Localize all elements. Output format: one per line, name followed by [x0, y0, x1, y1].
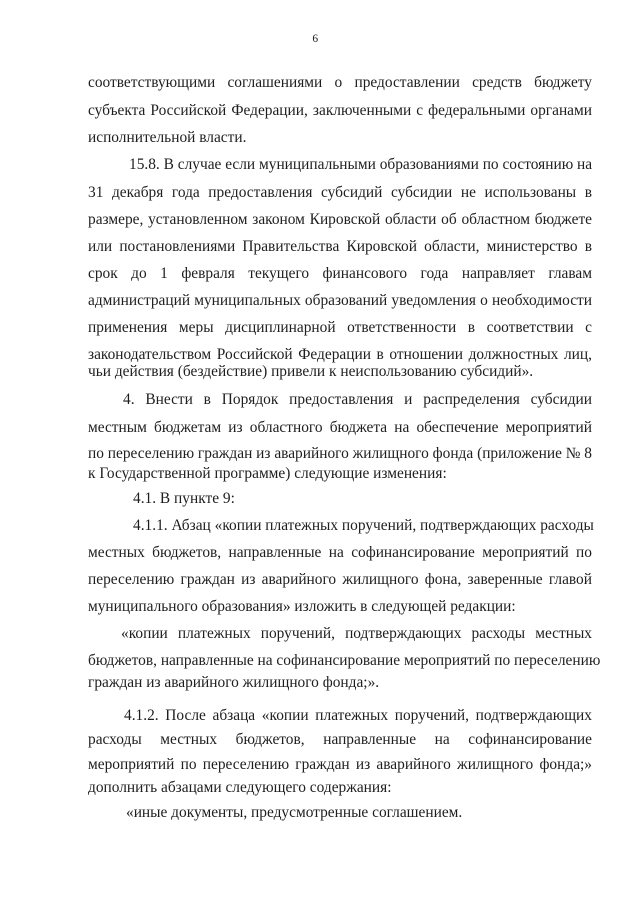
paragraph-line: чьи действия (бездействие) привели к неиспользованию субсидий».: [88, 363, 534, 380]
paragraph-line: муниципального образования» изложить в следующей редакции:: [88, 598, 516, 615]
paragraph-line: исполнительной власти.: [88, 129, 247, 146]
paragraph-line: граждан из аварийного жилищного фонда;».: [88, 674, 380, 691]
paragraph-line: 4. Внести в Порядок предоставления и распределения субсидии: [123, 391, 592, 408]
paragraph-line: расходы местных бюджетов, направленные на софинансирование: [88, 731, 592, 748]
paragraph-line: по переселению граждан из аварийного жилищного фонда (приложение № 8: [88, 445, 592, 462]
paragraph-line: бюджетов, направленные на софинансирование мероприятий по переселению: [88, 652, 601, 669]
paragraph-line: «иные документы, предусмотренные соглашением.: [126, 804, 463, 821]
paragraph-line: размере, установленном законом Кировской области об областном бюджете: [88, 211, 592, 228]
paragraph-line: переселению граждан из аварийного жилищного фона, заверенные главой: [88, 571, 592, 588]
page-number: 6: [312, 33, 319, 45]
paragraph-line: «копии платежных поручений, подтверждающих расходы местных: [121, 625, 592, 642]
paragraph-line: администраций муниципальных образований уведомления о необходимости: [88, 292, 592, 309]
paragraph-line: 31 декабря года предоставления субсидий субсидии не использованы в: [88, 184, 592, 201]
paragraph-line: дополнить абзацами следующего содержания:: [88, 779, 392, 796]
paragraph-line: к Государственной программе) следующие изменения:: [88, 465, 447, 482]
paragraph-line: мероприятий по переселению граждан из аварийного жилищного фонда;»: [88, 756, 592, 773]
paragraph-line: субъекта Российской Федерации, заключенными с федеральными органами: [88, 102, 592, 119]
paragraph-line: соответствующими соглашениями о предоставлении средств бюджету: [88, 74, 592, 91]
paragraph-line: 4.1.2. После абзаца «копии платежных поручений, подтверждающих: [124, 707, 592, 724]
paragraph-line: законодательством Российской Федерации в отношении должностных лиц,: [88, 346, 592, 363]
paragraph-line: 15.8. В случае если муниципальными образованиями по состоянию на: [129, 156, 593, 173]
paragraph-line: срок до 1 февраля текущего финансового года направляет главам: [88, 265, 592, 282]
paragraph-line: местных бюджетов, направленные на софинансирование мероприятий по: [88, 544, 592, 561]
paragraph-line: 4.1. В пункте 9:: [133, 490, 235, 507]
paragraph-line: применения меры дисциплинарной ответственности в соответствии с: [88, 319, 592, 336]
paragraph-line: местным бюджетам из областного бюджета на обеспечение мероприятий: [88, 419, 592, 436]
paragraph-line: или постановлениями Правительства Кировской области, министерство в: [88, 238, 592, 255]
paragraph-line: 4.1.1. Абзац «копии платежных поручений, подтверждающих расходы: [133, 517, 594, 534]
